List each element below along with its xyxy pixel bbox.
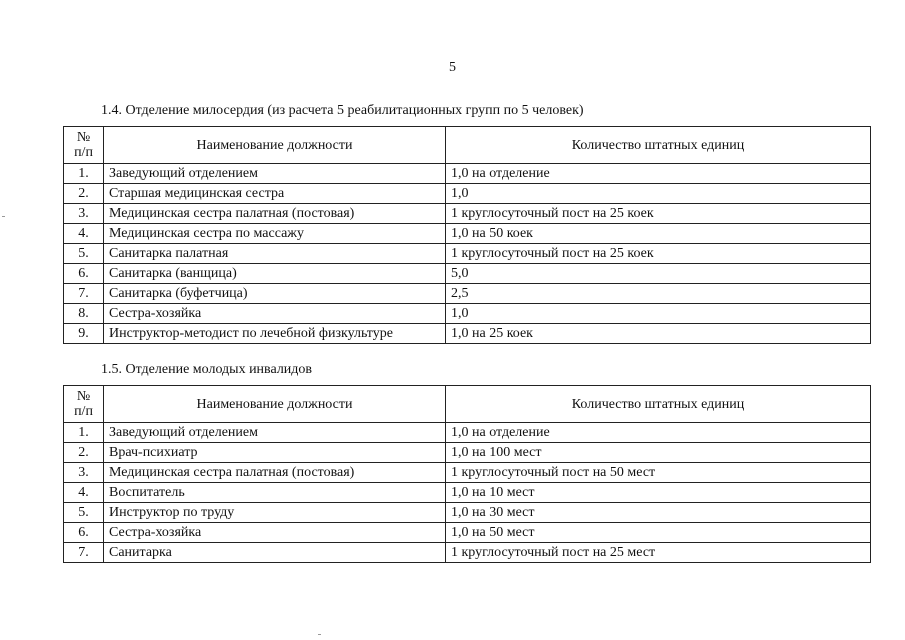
row-number: 3. <box>64 204 104 224</box>
staff-count: 1,0 на 25 коек <box>446 324 871 344</box>
table-row <box>64 443 871 463</box>
header-num-line1: № <box>76 389 91 404</box>
table-header-row <box>64 127 871 164</box>
header-num <box>64 127 104 164</box>
row-number: 1. <box>64 423 104 443</box>
section-title-mercy: 1.4. Отделение милосердия (из расчета 5 реабилитационных групп по 5 человек) <box>101 103 584 118</box>
row-number: 5. <box>64 503 104 523</box>
header-count: Количество штатных единиц <box>446 386 871 423</box>
staff-count: 1,0 на отделение <box>446 423 871 443</box>
row-number: 3. <box>64 463 104 483</box>
staff-count: 1 круглосуточный пост на 50 мест <box>446 463 871 483</box>
row-number: 7. <box>64 543 104 563</box>
header-num-line2: п/п <box>74 145 93 160</box>
table-row <box>64 244 871 264</box>
staff-count: 1,0 <box>446 184 871 204</box>
staff-count: 1,0 на 50 коек <box>446 224 871 244</box>
staff-count: 1 круглосуточный пост на 25 коек <box>446 204 871 224</box>
row-number: 4. <box>64 224 104 244</box>
position-name: Врач-психиатр <box>104 443 446 463</box>
header-num-line1: № <box>76 130 91 145</box>
staff-count: 1,0 <box>446 304 871 324</box>
table-body-mercy <box>64 164 871 344</box>
table-row <box>64 463 871 483</box>
staff-count: 1 круглосуточный пост на 25 коек <box>446 244 871 264</box>
position-name: Санитарка (ванщица) <box>104 264 446 284</box>
header-position: Наименование должности <box>104 386 446 423</box>
staff-count: 2,5 <box>446 284 871 304</box>
staff-count: 1,0 на 50 мест <box>446 523 871 543</box>
row-number: 4. <box>64 483 104 503</box>
staff-count: 5,0 <box>446 264 871 284</box>
row-number: 7. <box>64 284 104 304</box>
staff-count: 1,0 на отделение <box>446 164 871 184</box>
table-body-young-disabled <box>64 423 871 563</box>
position-name: Медицинская сестра по массажу <box>104 224 446 244</box>
table-row <box>64 204 871 224</box>
position-name: Инструктор-методист по лечебной физкультуре <box>104 324 446 344</box>
header-count: Количество штатных единиц <box>446 127 871 164</box>
section-title-young-disabled: 1.5. Отделение молодых инвалидов <box>101 362 313 377</box>
table-row <box>64 523 871 543</box>
table-row <box>64 224 871 244</box>
position-name: Сестра-хозяйка <box>104 523 446 543</box>
staff-table-mercy <box>63 126 871 344</box>
table-row <box>64 503 871 523</box>
position-name: Заведующий отделением <box>104 423 446 443</box>
row-number: 6. <box>64 523 104 543</box>
position-name: Заведующий отделением <box>104 164 446 184</box>
position-name: Медицинская сестра палатная (постовая) <box>104 204 446 224</box>
table-row <box>64 304 871 324</box>
position-name: Медицинская сестра палатная (постовая) <box>104 463 446 483</box>
row-number: 2. <box>64 443 104 463</box>
table-row <box>64 483 871 503</box>
row-number: 6. <box>64 264 104 284</box>
position-name: Сестра-хозяйка <box>104 304 446 324</box>
table-row <box>64 284 871 304</box>
scan-speck <box>318 634 321 635</box>
table-row <box>64 543 871 563</box>
row-number: 1. <box>64 164 104 184</box>
row-number: 2. <box>64 184 104 204</box>
position-name: Инструктор по труду <box>104 503 446 523</box>
staff-count: 1,0 на 30 мест <box>446 503 871 523</box>
table-row <box>64 423 871 443</box>
staff-count: 1,0 на 100 мест <box>446 443 871 463</box>
table-header-row <box>64 386 871 423</box>
row-number: 9. <box>64 324 104 344</box>
scan-speck <box>2 216 5 217</box>
table-row <box>64 324 871 344</box>
row-number: 8. <box>64 304 104 324</box>
staff-count: 1,0 на 10 мест <box>446 483 871 503</box>
header-num-line2: п/п <box>74 404 93 419</box>
position-name: Старшая медицинская сестра <box>104 184 446 204</box>
staff-count: 1 круглосуточный пост на 25 мест <box>446 543 871 563</box>
table-row <box>64 184 871 204</box>
position-name: Санитарка палатная <box>104 244 446 264</box>
table-row <box>64 264 871 284</box>
header-position: Наименование должности <box>104 127 446 164</box>
row-number: 5. <box>64 244 104 264</box>
position-name: Воспитатель <box>104 483 446 503</box>
table-row <box>64 164 871 184</box>
page-number: 5 <box>449 60 456 75</box>
position-name: Санитарка (буфетчица) <box>104 284 446 304</box>
staff-table-young-disabled <box>63 385 871 563</box>
position-name: Санитарка <box>104 543 446 563</box>
header-num <box>64 386 104 423</box>
